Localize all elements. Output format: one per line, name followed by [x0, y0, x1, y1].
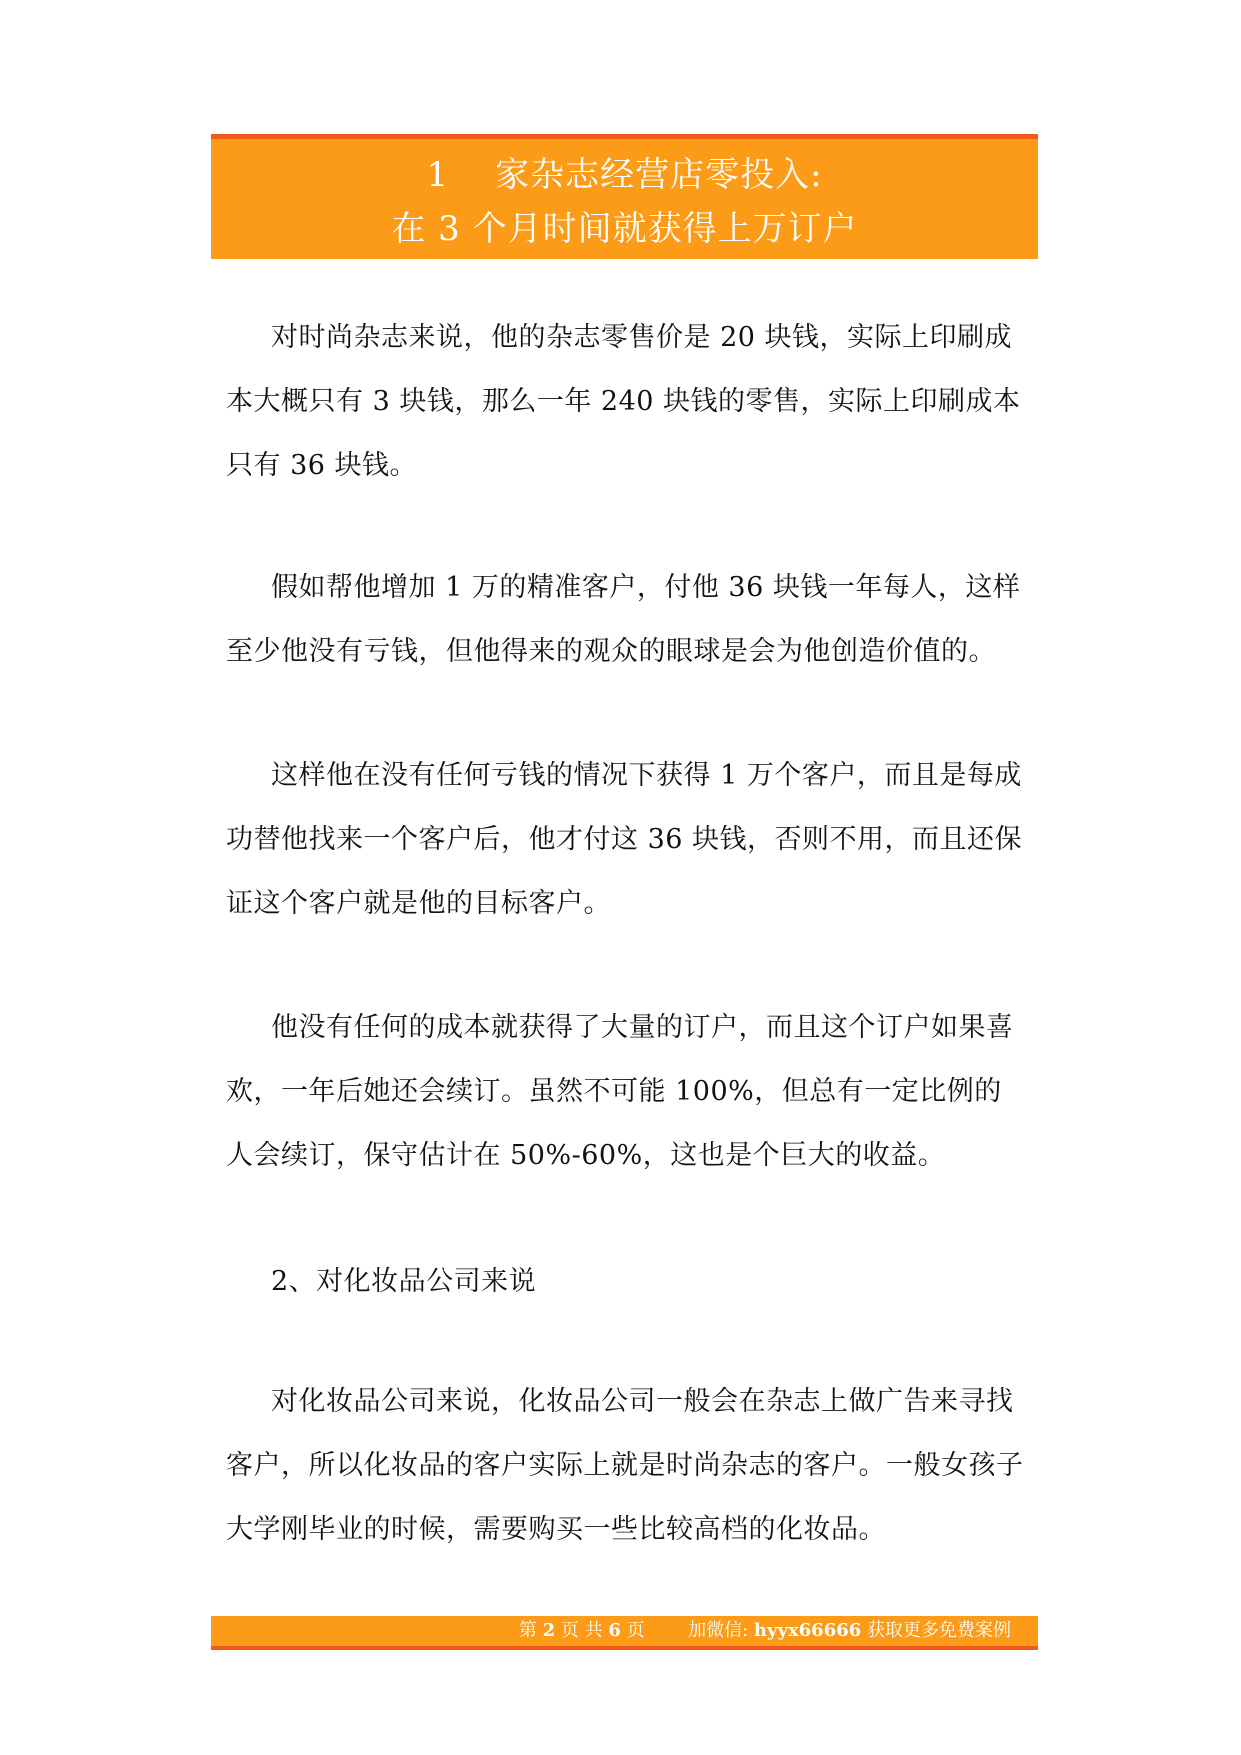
title-line-2: 在 3 个月时间就获得上万订户 [391, 209, 858, 249]
page-prefix: 第 [518, 1620, 537, 1641]
contact-label: 加微信: [688, 1620, 749, 1641]
paragraph-1: 对时尚杂志来说，他的杂志零售价是 20 块钱，实际上印刷成本大概只有 3 块钱，那么一年 240 块钱的零售，实际上印刷成本只有 36 块钱。 [226, 322, 1021, 481]
page-suffix: 页 [626, 1620, 645, 1641]
paragraph-2: 假如帮他增加 1 万的精准客户，付他 36 块钱一年每人，这样至少他没有亏钱，但他得来的观众的眼球是会为他创造价值的。 [226, 572, 1021, 667]
page-current: 2 [542, 1620, 556, 1641]
contact-id: hyyx66666 [753, 1620, 862, 1641]
paragraph-3: 这样他在没有任何亏钱的情况下获得 1 万个客户，而且是每成功替他找来一个客户后，他才付这 36 块钱，否则不用，而且还保证这个客户就是他的目标客户。 [226, 760, 1023, 919]
footer-content [519, 1616, 1011, 1646]
page-footer [211, 1616, 1038, 1650]
section-heading: 2、对化妆品公司来说 [271, 1266, 537, 1297]
title-line-1 [211, 155, 1038, 195]
paragraph-5: 对化妆品公司来说，化妆品公司一般会在杂志上做广告来寻找客户，所以化妆品的客户实际上就是时尚杂志的客户。一般女孩子大学刚毕业的时候，需要购买一些比较高档的化妆品。 [226, 1386, 1024, 1545]
title-banner [211, 134, 1038, 259]
title-number: 1 [426, 155, 450, 195]
title-text-1: 家杂志经营店零投入: [495, 155, 823, 195]
page-mid: 页 共 [560, 1620, 603, 1641]
page-total: 6 [608, 1620, 621, 1641]
contact-suffix: 获取更多免费案例 [867, 1620, 1011, 1641]
paragraph-4: 他没有任何的成本就获得了大量的订户，而且这个订户如果喜欢，一年后她还会续订。虽然不可能 100%，但总有一定比例的人会续订，保守估计在 50%-60%，这也是个巨大的收益。 [226, 1012, 1014, 1171]
